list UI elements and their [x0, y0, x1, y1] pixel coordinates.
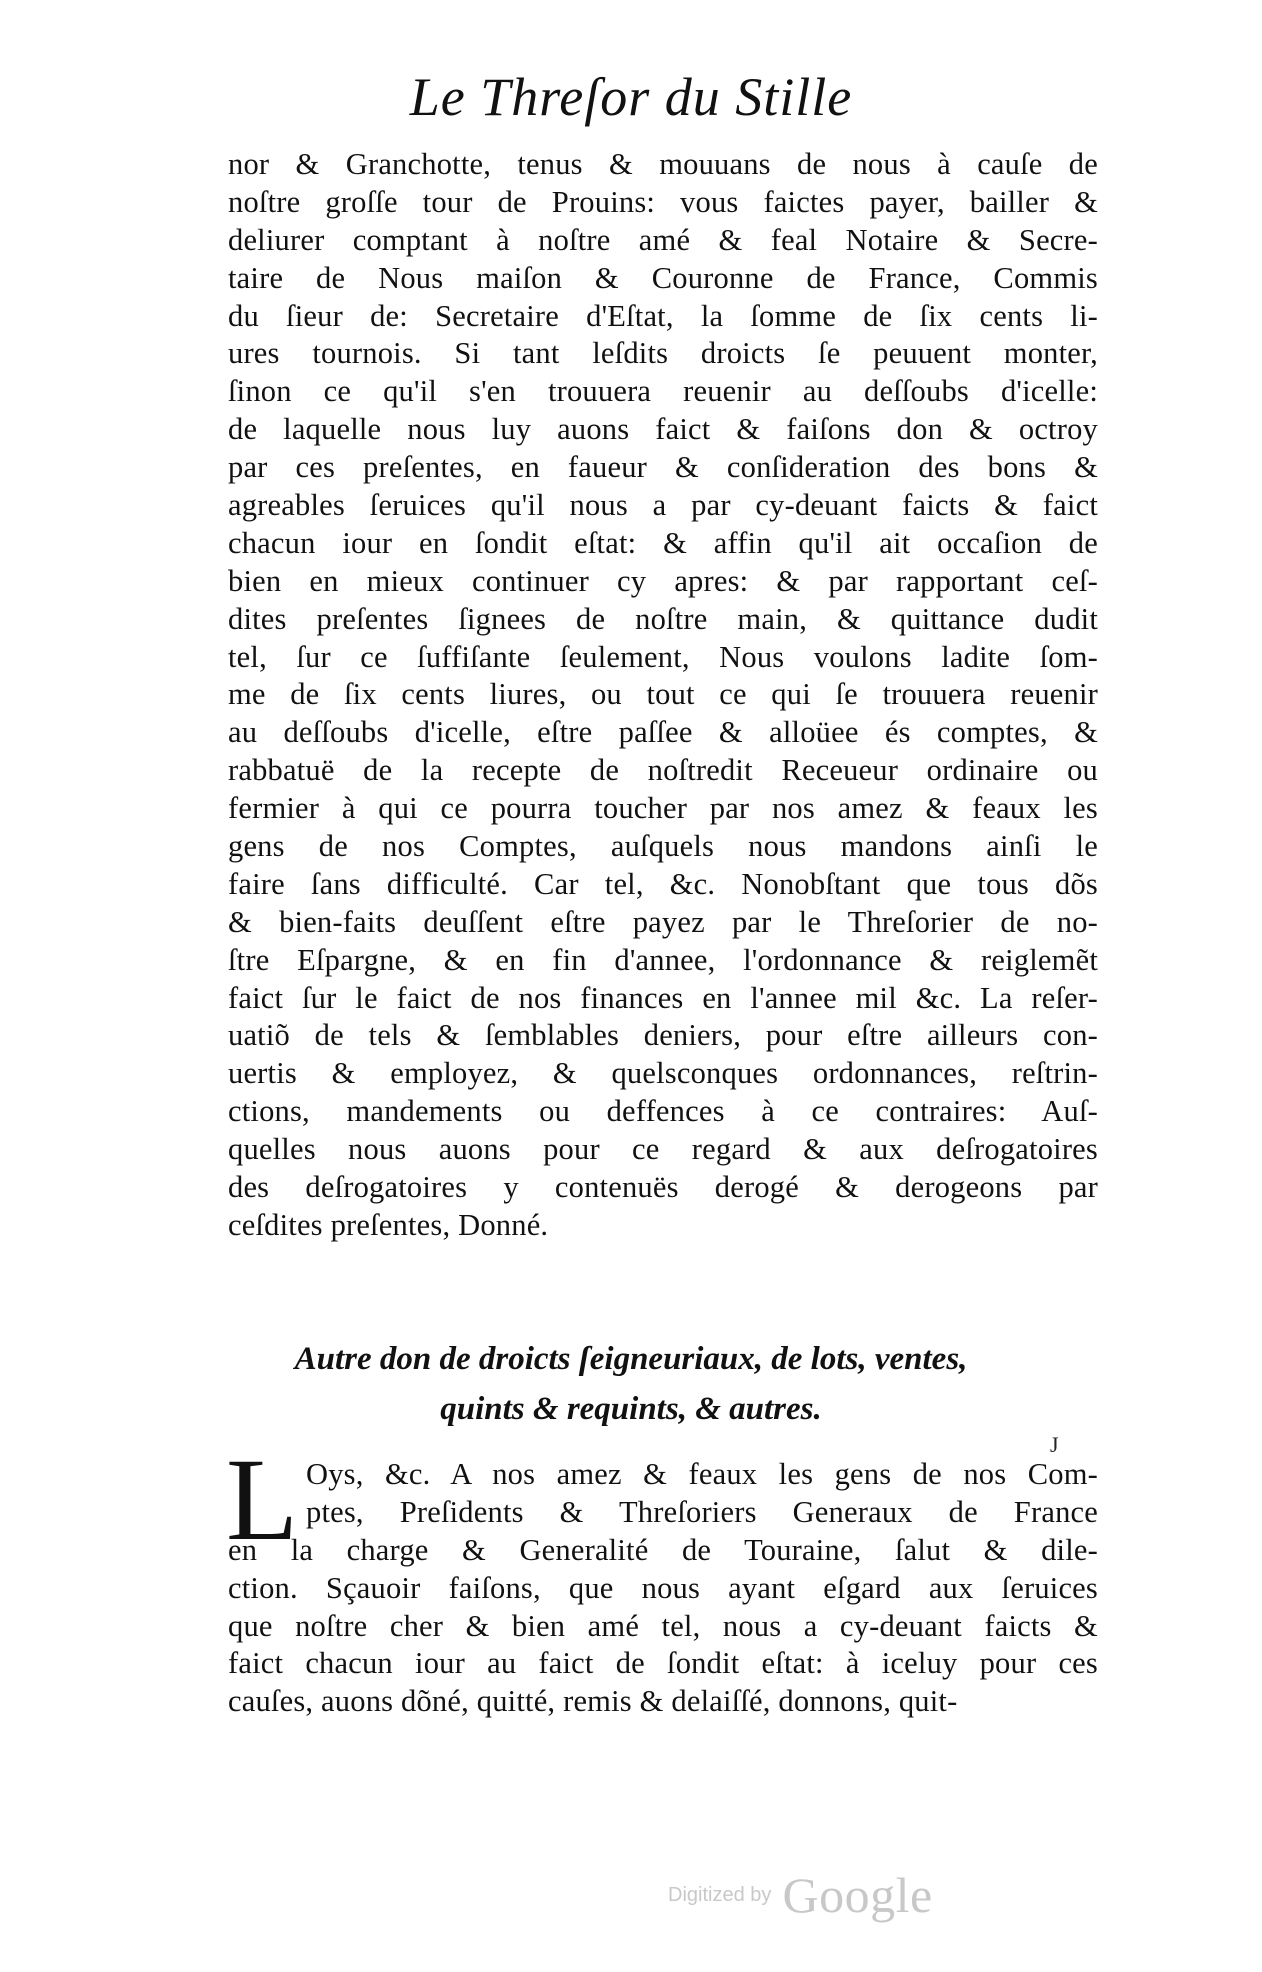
watermark-prefix: Digitized by [668, 1883, 772, 1906]
text-line: par ces preſentes, en faueur & conſideration des bons & [228, 450, 1098, 485]
text-line: faict chacun iour au faict de ſondit eſtat: à iceluy pour ces [228, 1646, 1098, 1681]
text-line: faict ſur le faict de nos finances en l'annee mil &c. La reſer- [228, 980, 1098, 1015]
text-line: & bien-faits deuſſent eſtre payez par le Threſorier de no- [228, 904, 1098, 939]
running-head: Le Threſor du Stille [409, 67, 853, 127]
text-line: gens de nos Comptes, auſquels nous mandons ainſi le [228, 829, 1098, 864]
text-line: ſtre Eſpargne, & en fin d'annee, l'ordonnance & reiglemẽt [228, 942, 1098, 977]
text-line: que noſtre cher & bien amé tel, nous a cy-deuant faicts & [228, 1608, 1098, 1643]
text-line: des deſrogatoires y contenuës derogé & derogeons par [228, 1170, 1098, 1205]
drop-cap-initial: L [226, 1434, 299, 1565]
text-line: ptes, Preſidents & Threſoriers Generaux de France [306, 1494, 1098, 1529]
text-line: ctions, mandements ou deffences à ce contraires: Auſ- [228, 1094, 1098, 1129]
text-line: en la charge & Generalité de Touraine, ſalut & dile- [228, 1532, 1098, 1567]
text-line: taire de Nous maiſon & Couronne de France, Commis [228, 260, 1098, 295]
section-heading [0, 1334, 1262, 1434]
google-logo: Google [782, 1867, 933, 1923]
text-line: ures tournois. Si tant leſdits droicts ſe peuuent monter, [228, 336, 1098, 371]
text-line: cauſes, auons dõné, quitté, remis & delaiſſé, donnons, quit- [228, 1684, 958, 1719]
text-line: chacun iour en ſondit eſtat: & affin qu'il ait occaſion de [228, 525, 1098, 560]
text-line: rabbatuë de la recepte de noſtredit Receueur ordinaire ou [228, 753, 1098, 788]
text-line: au deſſoubs d'icelle, eſtre paſſee & alloüee és comptes, & [228, 715, 1098, 750]
text-line: Oys, &c. A nos amez & feaux les gens de nos Com- [306, 1457, 1098, 1491]
text-line: uatiõ de tels & ſemblables deniers, pour eſtre ailleurs con- [228, 1018, 1098, 1053]
section-heading-line-2: quints & requints, & autres. [440, 1391, 822, 1427]
text-line: me de ſix cents liures, ou tout ce qui ſe trouuera reuenir [228, 677, 1098, 712]
text-line: dites preſentes ſignees de noſtre main, & quittance dudit [228, 601, 1098, 636]
text-line: quelles nous auons pour ce regard & aux deſrogatoires [228, 1132, 1098, 1167]
section-heading-line-1: Autre don de droicts ſeigneuriaux, de lots, ventes, [294, 1341, 968, 1377]
text-line: bien en mieux continuer cy apres: & par rapportant ceſ- [228, 563, 1098, 598]
text-line: tel, ſur ce ſuffiſante ſeulement, Nous voulons ladite ſom- [228, 639, 1098, 674]
text-line: ction. Sçauoir faiſons, que nous ayant eſgard aux ſeruices [228, 1570, 1098, 1605]
text-line: agreables ſeruices qu'il nous a par cy-deuant faicts & faict [228, 488, 1098, 523]
text-line: ſinon ce qu'il s'en trouuera reuenir au deſſoubs d'icelle: [228, 374, 1098, 409]
text-line: nor & Granchotte, tenus & mouuans de nous à cauſe de [228, 147, 1098, 181]
body-text-block-two [228, 1456, 1098, 1721]
text-line: de laquelle nous luy auons faict & faiſons don & octroy [228, 412, 1098, 447]
text-line: deliurer comptant à noſtre amé & feal Notaire & Secre- [228, 222, 1098, 257]
text-line: faire ſans difficulté. Car tel, &c. Nonobſtant que tous dõs [228, 866, 1098, 901]
text-line: uertis & employez, & quelsconques ordonnances, reſtrin- [228, 1056, 1098, 1091]
body-text-block-one [228, 146, 1098, 1245]
text-line: noſtre groſſe tour de Prouins: vous faictes payer, bailler & [228, 184, 1098, 219]
text-line: fermier à qui ce pourra toucher par nos amez & feaux les [228, 791, 1098, 826]
text-line: du ſieur de: Secretaire d'Eſtat, la ſomme de ſix cents li- [228, 298, 1098, 333]
stray-printer-mark: J [1050, 1432, 1059, 1457]
text-line: ceſdites preſentes, Donné. [228, 1207, 549, 1242]
digitization-watermark [668, 1866, 933, 1926]
